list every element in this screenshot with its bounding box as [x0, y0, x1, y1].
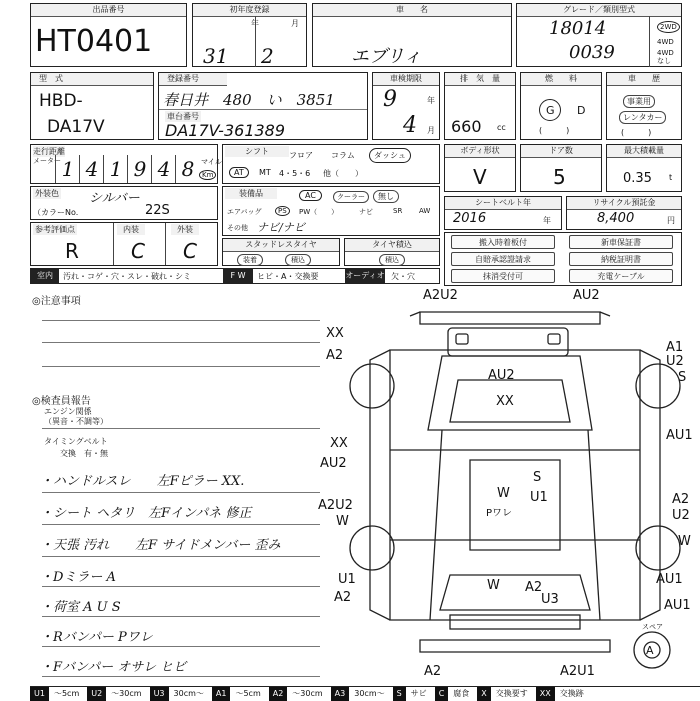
recycle-value: 8,400	[597, 211, 635, 226]
damage-mark: U1	[338, 572, 356, 587]
history-label: 車 歴	[607, 73, 681, 86]
type-line-1: HBD-	[39, 91, 83, 111]
flag-insurance[interactable]: 自賠承認證請求	[451, 252, 555, 266]
damage-mark: U1	[530, 490, 548, 505]
status-strip	[30, 268, 440, 284]
divider	[649, 16, 650, 67]
equip-ps[interactable]: PS	[275, 206, 290, 216]
damage-mark: A2U2	[318, 498, 353, 513]
report-line	[42, 676, 320, 677]
seatbelt-value: 2016	[453, 211, 487, 226]
grade-total-label: 参考評価点	[35, 225, 75, 234]
capacity-box	[606, 144, 682, 192]
flags-box	[444, 232, 682, 286]
report-item: ・Dミラー A	[40, 570, 116, 585]
report-engine: エンジン関係	[44, 407, 92, 416]
type-box	[30, 72, 154, 140]
inspection-year-unit: 年	[427, 96, 435, 105]
type-label: 型 式	[31, 73, 153, 86]
seatbelt-label: シートベルト年	[445, 197, 561, 210]
damage-mark: U2	[666, 354, 684, 369]
damage-mark: XX	[496, 394, 514, 409]
note-line	[42, 320, 320, 321]
shift-column[interactable]: コラム	[331, 151, 355, 160]
damage-mark: AU1	[664, 598, 691, 613]
equip-aw[interactable]: AW	[419, 207, 431, 215]
mileage-digit: 8	[175, 155, 200, 183]
grade-box	[516, 3, 682, 67]
spare-mark: A	[646, 644, 654, 657]
inspection-label: 車検期限	[373, 73, 439, 86]
mileage-digit: 9	[127, 155, 152, 183]
flag-tax-cert[interactable]: 納税証明書	[569, 252, 673, 266]
report-line	[42, 556, 320, 557]
report-line	[42, 616, 320, 617]
fuel-paren: ( )	[539, 126, 570, 135]
shift-mt[interactable]: MT	[259, 168, 271, 177]
flag-plate[interactable]: 搬入時着板付	[451, 235, 555, 249]
legend-value: サビ	[410, 689, 427, 698]
damage-mark: AU2	[573, 288, 600, 303]
damage-mark: W	[336, 514, 349, 529]
capacity-value: 0.35	[623, 171, 652, 186]
grade-value-2: 0039	[569, 42, 615, 63]
tire-loaded[interactable]: 積込	[379, 254, 405, 266]
damage-mark: AU2	[488, 368, 515, 383]
seatbelt-box	[444, 196, 562, 230]
color-code: 22S	[145, 203, 170, 218]
body-label: ボディ形状	[445, 145, 515, 158]
damage-mark: A2U1	[560, 664, 595, 679]
inspection-year: 9	[383, 87, 397, 112]
car-name-box	[312, 3, 512, 67]
audio-row-label: オーディオ	[345, 269, 385, 283]
legend-key: X	[477, 687, 490, 701]
report-item: ・荷室 A U S	[40, 600, 121, 615]
legend-value: 腐食	[453, 689, 470, 698]
report-item: ・シート ヘタリ 左Fインパネ 修正	[40, 506, 252, 521]
spare-label: スペア	[642, 623, 663, 631]
damage-mark: A2U2	[423, 288, 458, 303]
mileage-digit: 1	[103, 155, 128, 183]
grade-value-1: 18014	[549, 18, 607, 39]
equip-pw[interactable]: PW（ ）	[299, 208, 339, 216]
capacity-unit: t	[669, 173, 673, 182]
body-box	[444, 144, 516, 192]
history-business[interactable]: 事業用	[623, 95, 655, 108]
grade-interior: C	[131, 239, 145, 263]
shift-other: 他（ ）	[323, 169, 363, 178]
inspection-box	[372, 72, 440, 140]
interior-row-label: 室内	[31, 269, 59, 283]
doors-box	[520, 144, 602, 192]
equip-other-label: その他	[227, 224, 248, 232]
tire-label: タイヤ積込	[345, 239, 439, 252]
damage-mark: W	[487, 578, 500, 593]
equip-none[interactable]: 無し	[373, 190, 399, 203]
registration-label: 登録番号	[159, 73, 227, 86]
car-name-value: エブリィ	[351, 46, 422, 67]
report-title: ◎検査員報告	[32, 396, 91, 407]
equip-sr[interactable]: SR	[393, 207, 403, 215]
damage-mark: A2	[334, 590, 352, 605]
legend-value: ～5cm	[235, 689, 261, 698]
damage-mark: A2	[424, 664, 442, 679]
mileage-unit-mile[interactable]: マイル	[201, 158, 222, 166]
damage-mark: AU2	[320, 456, 347, 471]
mileage-label: 走行距離	[33, 147, 65, 156]
body-value: V	[473, 165, 487, 189]
displacement-unit: cc	[497, 123, 506, 132]
flag-warranty[interactable]: 新車保証書	[569, 235, 673, 249]
grade-total: R	[65, 239, 79, 263]
capacity-label: 最大積載量	[607, 145, 681, 158]
inspection-month-unit: 月	[427, 126, 435, 135]
damage-mark: AU1	[666, 428, 693, 443]
legend-key: U3	[150, 687, 169, 701]
legend-value: 交換要す	[495, 689, 528, 698]
damage-mark: XX	[330, 436, 348, 451]
recycle-box	[566, 196, 682, 230]
legend-key: A2	[269, 687, 288, 701]
legend-key: A1	[212, 687, 231, 701]
studless-mounted[interactable]: 装着	[237, 254, 263, 266]
damage-mark: A2	[326, 348, 344, 363]
legend-value: 30cm～	[173, 689, 204, 698]
lot-number-value: HT0401	[35, 24, 153, 59]
report-line	[42, 428, 320, 429]
divider	[165, 223, 166, 265]
note-line	[42, 366, 320, 367]
first-registration-month: 2	[261, 44, 274, 68]
meter-label: メーター	[33, 157, 61, 165]
divider	[159, 109, 367, 110]
report-line	[42, 646, 320, 647]
mileage-digit: 4	[151, 155, 176, 183]
equip-ac[interactable]: AC	[299, 190, 322, 201]
chassis-label: 車台番号	[167, 112, 199, 121]
mileage-box	[30, 144, 222, 184]
shift-dash[interactable]: ダッシュ	[369, 148, 411, 163]
shift-at[interactable]: AT	[229, 167, 249, 178]
inspection-month: 4	[403, 113, 417, 138]
grades-box	[30, 222, 218, 266]
damage-mark: A2	[672, 492, 690, 507]
legend-value: 30cm～	[354, 689, 385, 698]
divider	[255, 16, 256, 67]
lot-number-label: 出品番号	[31, 4, 186, 17]
damage-mark: XX	[326, 326, 344, 341]
month-unit: 月	[291, 19, 299, 28]
displacement-label: 排 気 量	[445, 73, 515, 86]
equip-other-value: ナビ/ナビ	[257, 221, 305, 234]
report-timing-sub: 交換 有・無	[60, 449, 108, 458]
note-line	[42, 342, 320, 343]
fuel-box	[520, 72, 602, 140]
equipment-box	[222, 186, 440, 236]
mileage-unit-km[interactable]: Km	[199, 170, 216, 180]
damage-mark: U3	[541, 592, 559, 607]
damage-mark: A2	[525, 580, 543, 595]
report-timing: タイミングベルト	[44, 437, 108, 446]
first-registration-box	[192, 3, 307, 67]
report-line	[42, 524, 320, 525]
legend-value: ～30cm	[292, 689, 323, 698]
grade-label: グレード／類別型式	[517, 4, 681, 17]
color-value: シルバー	[89, 191, 140, 206]
first-registration-year: 31	[203, 44, 229, 68]
fuel-g: G	[546, 104, 555, 117]
tire-box	[344, 238, 440, 266]
damage-mark: Pワレ	[486, 508, 513, 519]
recycle-unit: 円	[667, 216, 675, 225]
legend-key: U2	[87, 687, 106, 701]
history-paren: ( )	[621, 128, 652, 137]
color-box	[30, 186, 218, 220]
legend-value: 交換跡	[559, 689, 584, 698]
report-line	[42, 586, 320, 587]
legend-key: C	[435, 687, 449, 701]
report-item: ・Fバンパー オサレ ヒビ	[40, 660, 187, 675]
damage-mark: S	[533, 470, 542, 485]
damage-mark: A1	[666, 340, 684, 355]
mileage-digits	[55, 155, 199, 183]
flag-deregistration[interactable]: 抹消受付可	[451, 269, 555, 283]
first-registration-label: 初年度登録	[193, 4, 306, 17]
divider	[113, 223, 114, 265]
interior-row-text: 汚れ・コゲ・穴・スレ・破れ・シミ	[63, 272, 191, 281]
mileage-digit: 1	[55, 155, 80, 183]
grade-exterior: C	[183, 239, 197, 263]
equip-navi[interactable]: ナビ	[359, 208, 373, 216]
doors-value: 5	[553, 165, 566, 189]
fw-row-text: ヒビ・A・交換要	[257, 272, 319, 281]
type-line-2: DA17V	[47, 117, 105, 137]
equip-cooler[interactable]: クーラー	[333, 191, 369, 203]
legend-value: ～5cm	[53, 689, 80, 698]
shift-box	[222, 144, 440, 184]
damage-mark: W	[497, 486, 510, 501]
equip-airbag[interactable]: エアバッグ	[227, 208, 262, 216]
report-line	[42, 492, 320, 493]
registration-box	[158, 72, 368, 140]
report-engine-sub: （異音・不調等）	[44, 417, 108, 426]
shift-gears: 4・5・6	[279, 169, 311, 178]
fw-row-label: F W	[223, 269, 253, 283]
damage-mark: U2	[672, 508, 690, 523]
legend-key: A3	[331, 687, 350, 701]
lot-number-box	[30, 3, 187, 67]
car-name-label: 車 名	[313, 4, 511, 17]
mileage-digit: 4	[79, 155, 104, 183]
studless-loaded[interactable]: 積込	[285, 254, 311, 266]
grade-interior-label: 内装	[117, 224, 145, 235]
equipment-label: 装備品	[225, 188, 277, 199]
legend-key: XX	[536, 687, 555, 701]
damage-mark: W	[678, 534, 691, 549]
color-code-label: （カラーNo.	[33, 208, 79, 217]
seatbelt-unit: 年	[543, 216, 551, 225]
audio-row-text: 欠・穴	[391, 272, 415, 281]
damage-mark: S	[678, 370, 687, 385]
year-unit: 年	[251, 19, 259, 28]
fuel-d[interactable]: D	[577, 104, 586, 117]
shift-label: シフト	[225, 146, 289, 157]
studless-label: スタッドレスタイヤ	[223, 239, 339, 252]
recycle-label: リサイクル預託金	[567, 197, 681, 210]
doors-label: ドア数	[521, 145, 601, 158]
drive-4wd-none: 4WD なし	[657, 49, 674, 65]
shift-floor[interactable]: フロア	[289, 151, 313, 160]
damage-mark: AU1	[656, 572, 683, 587]
displacement-value: 660	[451, 117, 482, 136]
report-item: ・Rバンパー Pワレ	[40, 630, 153, 645]
legend-key: S	[393, 687, 406, 701]
legend-value: ～30cm	[111, 689, 142, 698]
flag-charge-cable[interactable]: 充電ケーブル	[569, 269, 673, 283]
color-label: 外装色	[35, 189, 59, 198]
history-rental[interactable]: レンタカー	[619, 111, 666, 124]
chassis-value: DA17V-361389	[165, 121, 286, 140]
grade-exterior-label: 外装	[171, 224, 199, 235]
studless-box	[222, 238, 340, 266]
registration-value: 春日井 480 い 3851	[163, 91, 335, 109]
history-box	[606, 72, 682, 140]
drive-4wd[interactable]: 4WD	[657, 38, 674, 46]
notes-title: ◎注意事項	[32, 296, 81, 307]
displacement-box	[444, 72, 516, 140]
drive-2wd[interactable]: 2WD	[657, 21, 680, 33]
report-item: ・ハンドルスレ 左Fピラー XX.	[40, 474, 245, 489]
report-item: ・天張 汚れ 左F サイドメンバー 歪み	[40, 538, 281, 553]
fuel-label: 燃 料	[521, 73, 601, 86]
legend-key: U1	[30, 687, 49, 701]
legend-bar	[30, 686, 700, 701]
